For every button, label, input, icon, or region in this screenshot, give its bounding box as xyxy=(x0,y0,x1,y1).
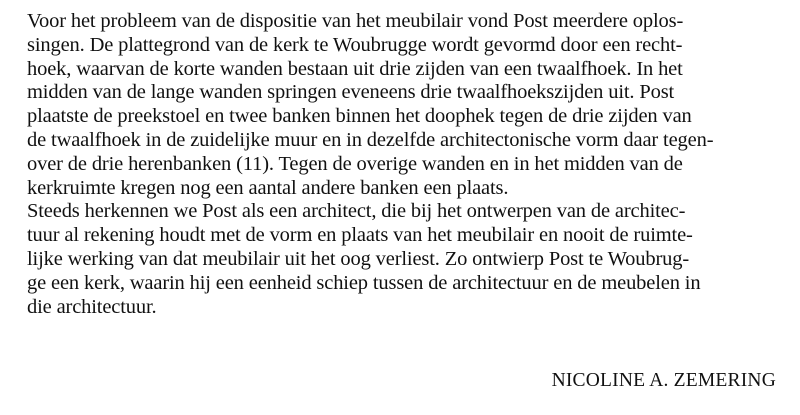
author-signature: NICOLINE A. ZEMERING xyxy=(551,370,776,391)
text-line: ge een kerk, waarin hij een eenheid schiep tussen de architectuur en de meubelen in xyxy=(27,271,701,294)
text-line: Steeds herkennen we Post als een architect, die bij het ontwerpen van de architec- xyxy=(27,200,686,223)
paragraph-2 xyxy=(27,200,787,319)
text-line: over de drie herenbanken (11). Tegen de overige wanden en in het midden van de xyxy=(27,152,683,175)
text-line: hoek, waarvan de korte wanden bestaan uit drie zijden van een twaalfhoek. In het xyxy=(27,57,683,80)
text-line: lijke werking van dat meubilair uit het oog verliest. Zo ontwierp Post te Woubrug- xyxy=(27,247,690,270)
text-line: kerkruimte kregen nog een aantal andere banken een plaats. xyxy=(27,176,509,199)
text-line: plaatste de preekstoel en twee banken binnen het doophek tegen de drie zijden van xyxy=(27,105,692,128)
text-line: midden van de lange wanden springen eveneens drie twaalfhoekszijden uit. Post xyxy=(27,81,675,104)
paragraph-1 xyxy=(27,10,787,200)
text-line: singen. De plattegrond van de kerk te Woubrugge wordt gevormd door een recht- xyxy=(27,33,683,56)
text-line: tuur al rekening houdt met de vorm en plaats van het meubilair en nooit de ruimte- xyxy=(27,224,693,247)
text-line: die architectuur. xyxy=(27,295,157,318)
body-text xyxy=(27,10,787,319)
text-line: Voor het probleem van de dispositie van het meubilair vond Post meerdere oplos- xyxy=(27,10,684,32)
text-line: de twaalfhoek in de zuidelijke muur en in dezelfde architectonische vorm daar tegen- xyxy=(27,128,714,151)
